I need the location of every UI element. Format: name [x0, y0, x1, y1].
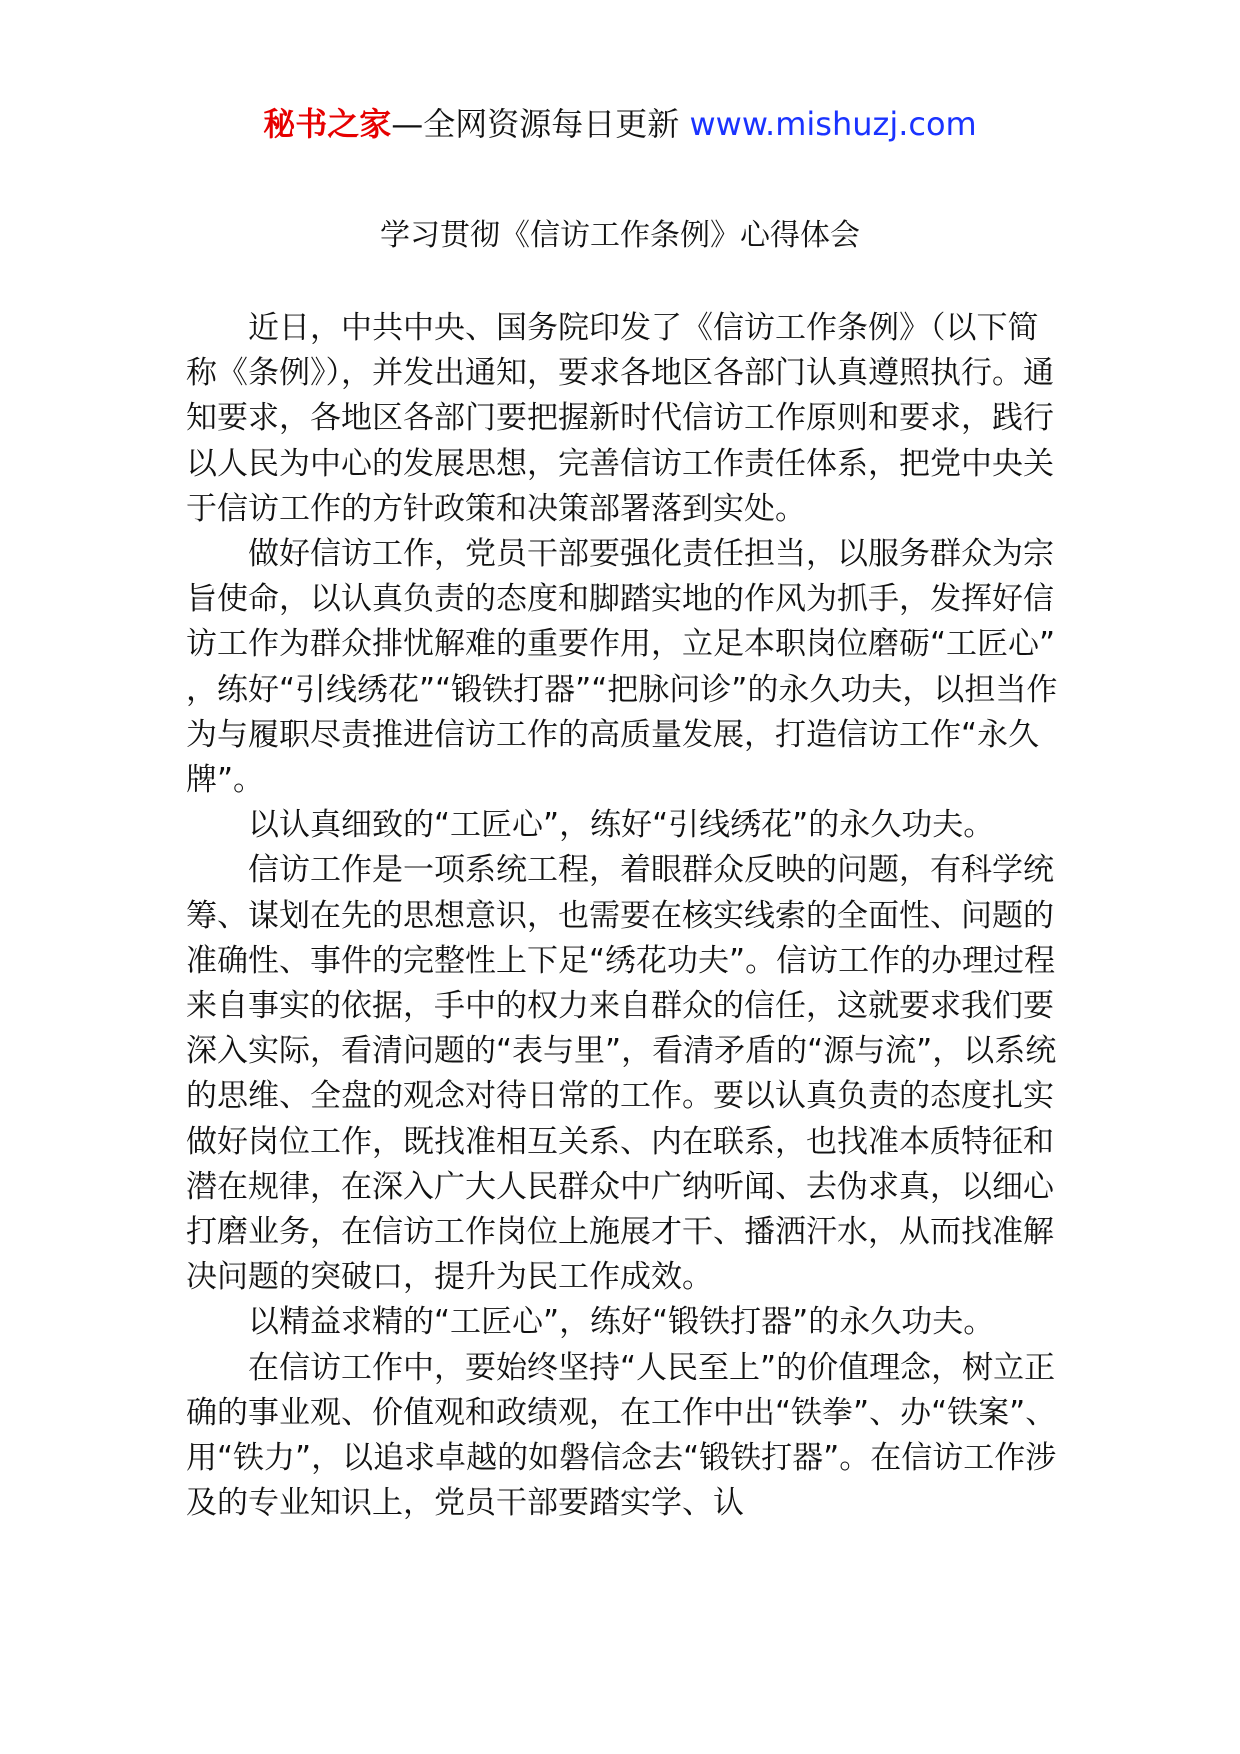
- paragraph-intro: 近日，中共中央、国务院印发了《信访工作条例》（以下简称《条例》），并发出通知，要求各地区各部门认真遵照执行。通知要求，各地区各部门要把握新时代信访工作原则和要求，践行以人民为中心的发展思想，完善信访工作责任体系，把党中央关于信访工作的方针政策和决策部署落到实处。: [186, 310, 1054, 527]
- brand-name: 秘书之家: [263, 105, 392, 143]
- document-body: [186, 306, 1066, 1526]
- site-tagline: —全网资源每日更新: [391, 105, 690, 143]
- site-url-link[interactable]: www.mishuzj.com: [689, 105, 977, 143]
- paragraph-responsibility: 做好信访工作，党员干部要强化责任担当，以服务群众为宗旨使命，以认真负责的态度和脚踏实地的作风为抓手，发挥好信访工作为群众排忧解难的重要作用，立足本职岗位磨砺“工匠心”，练好“引线绣花”“锻铁打器”“把脉问诊”的永久功夫，以担当作为与履职尽责推进信访工作的高质量发展，打造信访工作“永久牌”。: [186, 536, 1058, 799]
- section-heading-forging: 以精益求精的“工匠心”，练好“锻铁打器”的永久功夫。: [248, 1304, 995, 1341]
- paragraph-people-first: 在信访工作中，要始终坚持“人民至上”的价值理念，树立正确的事业观、价值观和政绩观，在工作中出“铁拳”、办“铁案”、用“铁力”，以追求卓越的如磐信念去“锻铁打器”。在信访工作涉及的专业知识上，党员干部要踏实学、认: [186, 1349, 1057, 1522]
- section-heading-embroidery: 以认真细致的“工匠心”，练好“引线绣花”的永久功夫。: [248, 807, 995, 844]
- site-header: [0, 100, 1240, 148]
- document-title: 学习贯彻《信访工作条例》心得体会: [380, 218, 860, 253]
- paragraph-systematic: 信访工作是一项系统工程，着眼群众反映的问题，有科学统筹、谋划在先的思想意识，也需要在核实线索的全面性、问题的准确性、事件的完整性上下足“绣花功夫”。信访工作的办理过程来自事实的依据，手中的权力来自群众的信任，这就要求我们要深入实际，看清问题的“表与里”，看清矛盾的“源与流”，以系统的思维、全盘的观念对待日常的工作。要以认真负责的态度扎实做好岗位工作，既找准相互关系、内在联系，也找准本质特征和潜在规律，在深入广大人民群众中广纳听闻、去伪求真，以细心打磨业务，在信访工作岗位上施展才干、播洒汗水，从而找准解决问题的突破口，提升为民工作成效。: [186, 852, 1057, 1296]
